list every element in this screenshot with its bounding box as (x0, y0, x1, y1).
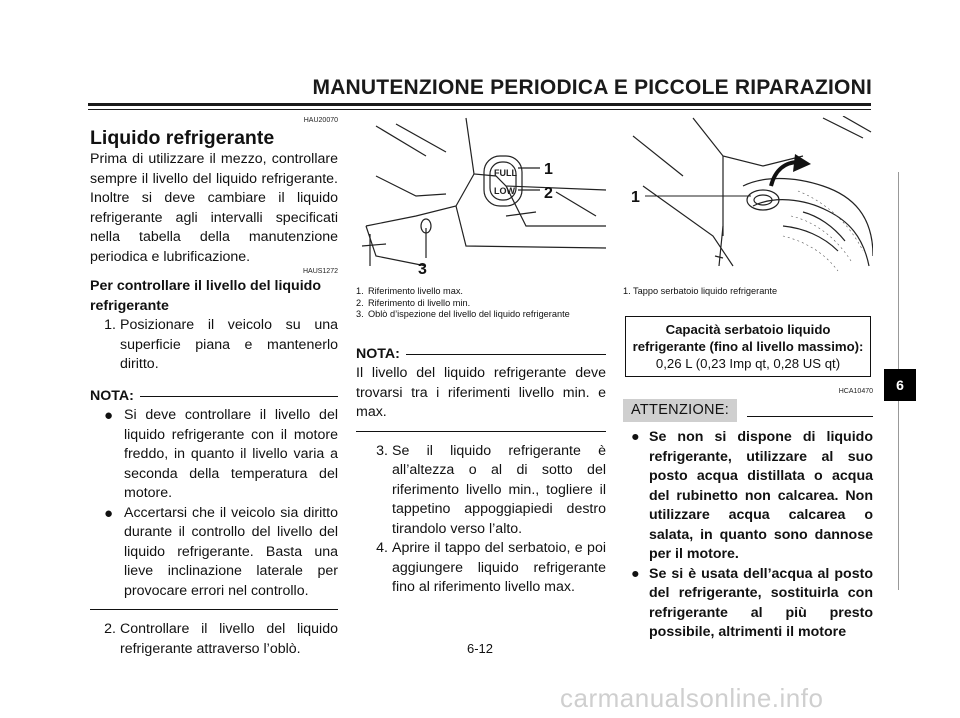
doc-code: HAU20070 (303, 117, 338, 124)
column-2 (356, 116, 606, 598)
callout-2: 2 (544, 185, 553, 202)
caption-item: 1. Riferimento livello max. (356, 286, 463, 296)
step-item (356, 539, 606, 598)
column-3 (623, 116, 873, 643)
page-header-title: MANUTENZIONE PERIODICA E PICCOLE RIPARAZIONI (312, 76, 872, 99)
note-bullet (90, 406, 338, 504)
step-number: 3. (376, 442, 388, 459)
header-rule (88, 103, 871, 106)
header-rule-thin (88, 109, 871, 110)
capacity-title: Capacità serbatoio liquido refrigerante (fino al livello massimo): (632, 321, 864, 354)
capacity-box (625, 316, 871, 377)
column-1 (90, 116, 338, 659)
note-label: NOTA: (356, 345, 400, 362)
watermark: carmanualsonline.info (560, 683, 824, 713)
note-bullet-text: Si deve controllare il livello del liquido refrigerante con il motore freddo, in quanto il livello varia a seconda della temperatura del motore. (124, 407, 338, 501)
warning-label: ATTENZIONE: (623, 399, 737, 423)
note-bullet-text: Accertarsi che il veicolo sia diritto durante il controllo del livello del liquido refrigerante. Basta una lieve inclinazione laterale per provocare errori nel controllo. (124, 504, 338, 599)
bullet-icon: ● (104, 407, 114, 424)
note-label: NOTA: (90, 387, 134, 404)
section-title: Liquido refrigerante (90, 127, 275, 149)
callout-3: 3 (418, 261, 427, 278)
note-header (90, 387, 338, 407)
warning-text: Se si è usata dell’acqua al posto del refrigerante, sostituirla con refrigerante al più presto possibile, altrimenti il motore (649, 565, 873, 640)
coolant-cap-figure (623, 116, 873, 282)
note-text: Il livello del liquido refrigerante deve trovarsi tra i riferimenti livello min. e max. (356, 365, 606, 420)
warning-text: Se non si dispone di liquido refrigerante, utilizzare al suo posto acqua distillata o acqua del rubinetto non calcarea. Non utilizzare acqua calcarea o salata, in quanto sono dannose per il motore. (649, 429, 873, 562)
caption-item: 3. Oblò d’ispezione del livello del liquido refrigerante (356, 309, 570, 319)
step-item (90, 620, 338, 659)
coolant-sight-glass-figure (356, 116, 606, 282)
subsection-title: Per controllare il livello del liquido refrigerante (90, 278, 321, 314)
page-number: 6-12 (466, 641, 494, 656)
bullet-icon: ● (104, 504, 114, 522)
full-mark: FULL (494, 168, 517, 178)
note-bullet (90, 504, 338, 602)
note-header (356, 345, 606, 365)
scooter-sight-glass-illustration (356, 116, 606, 282)
bullet-icon: ● (631, 429, 640, 445)
step-text: Controllare il livello del liquido refrigerante attraverso l’oblò. (120, 621, 338, 657)
figure-captions (356, 286, 606, 321)
step-text: Se il liquido refrigerante è all’altezza o al di sotto del riferimento livello min., togliere il tappetino appoggiapiedi destro tirandolo verso l’alto. (392, 442, 606, 537)
capacity-value: 0,26 L (0,23 Imp qt, 0,28 US qt) (655, 355, 841, 371)
note-end-rule (90, 609, 338, 610)
warning-header (623, 399, 873, 423)
callout-1: 1 (631, 189, 640, 206)
step-number: 4. (376, 540, 388, 556)
chapter-tab[interactable]: 6 (884, 369, 916, 401)
warning-bullet (623, 565, 873, 643)
step-number: 2. (104, 621, 116, 637)
doc-code: HAUS1272 (302, 268, 338, 275)
warning-bullet (623, 428, 873, 565)
step-text: Aprire il tappo del serbatoio, e poi aggiungere liquido refrigerante fino al riferimento livello max. (392, 540, 606, 595)
step-number: 1. (104, 317, 116, 333)
doc-code: HCA10470 (838, 387, 873, 395)
step-text: Posizionare il veicolo su una superficie piana e mantenerlo diritto. (120, 317, 338, 372)
reservoir-cap-illustration (623, 116, 873, 282)
bullet-icon: ● (631, 565, 640, 582)
intro-paragraph: Prima di utilizzare il mezzo, controllare sempre il livello del liquido refrigerante. Inoltre si deve cambiare il liquido refrigerante agli intervalli specificati nella tabella della manutenzione periodica e lubrificazione. (90, 151, 338, 265)
low-mark: LOW (494, 186, 515, 196)
step-item (356, 442, 606, 540)
step-item (90, 316, 338, 375)
figure-caption: 1. Tappo serbatoio liquido refrigerante (623, 286, 778, 296)
note-end-rule (356, 431, 606, 432)
caption-item: 2. Riferimento di livello min. (356, 297, 471, 308)
callout-1: 1 (544, 161, 553, 178)
